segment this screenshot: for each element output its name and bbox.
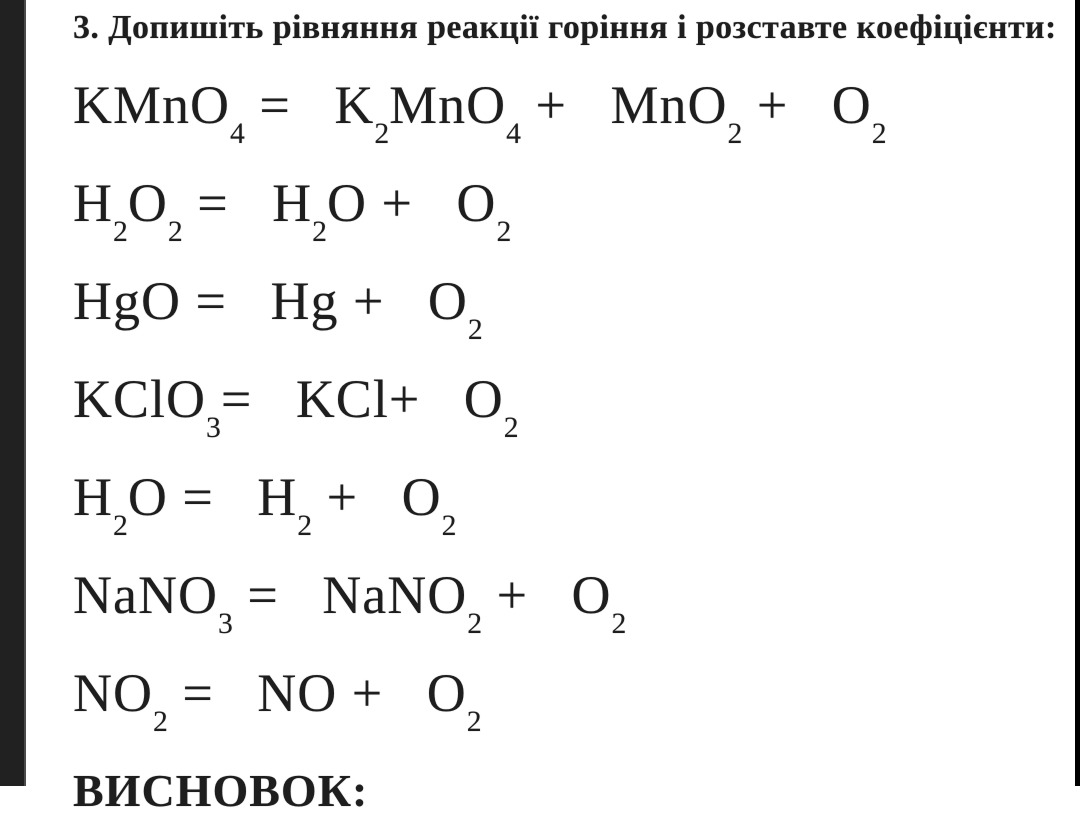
conclusion-heading: ВИСНОВОК: xyxy=(73,765,369,816)
task-title: 3. Допишіть рівняння реакції горіння і розставте коефіцієнти: xyxy=(73,9,1057,46)
subscript: 2 xyxy=(153,706,168,739)
subscript: 2 xyxy=(727,118,743,151)
equation-line: HgO = $Hg + O_2$ xyxy=(73,271,483,347)
subscript: 2 xyxy=(113,510,128,543)
equation-line: $H_2O_2 = H_2O + O_2$ xyxy=(73,173,512,249)
equation-line: KClO$_3$= $KCl+ O_2$ xyxy=(73,369,519,445)
equation-line: $NO_2$ = NO + $O_2$ xyxy=(73,663,482,739)
subscript: 3 xyxy=(217,608,233,641)
subscript: 2 xyxy=(467,314,483,347)
subscript: 2 xyxy=(467,608,483,641)
subscript: 2 xyxy=(503,412,519,445)
equation-line: NaNO$_3$ = NaNO$_2$ + $O_2$ xyxy=(73,565,627,641)
equation-line: $H_2O = H_2 + O_2$ xyxy=(73,467,457,543)
subscript: 4 xyxy=(230,118,245,151)
subscript: 2 xyxy=(297,510,313,543)
subscript: 2 xyxy=(466,706,482,739)
equations xyxy=(73,56,1072,742)
subscript: 2 xyxy=(871,118,887,151)
subscript: 2 xyxy=(374,118,390,151)
subscript: 2 xyxy=(496,216,512,249)
subscript: 2 xyxy=(113,216,128,249)
subscript: 4 xyxy=(506,118,522,151)
subscript: 2 xyxy=(441,510,457,543)
subscript: 2 xyxy=(611,608,627,641)
subscript: 2 xyxy=(312,216,327,249)
worksheet-page xyxy=(73,6,1072,816)
equation-line: KMnO$_4$ = $K_2MnO_4 + MnO_2 + O_2$ xyxy=(73,75,887,151)
subscript: 2 xyxy=(167,216,183,249)
left-scan-border xyxy=(0,0,26,786)
right-scan-border xyxy=(1075,0,1080,786)
subscript: 3 xyxy=(206,412,221,445)
